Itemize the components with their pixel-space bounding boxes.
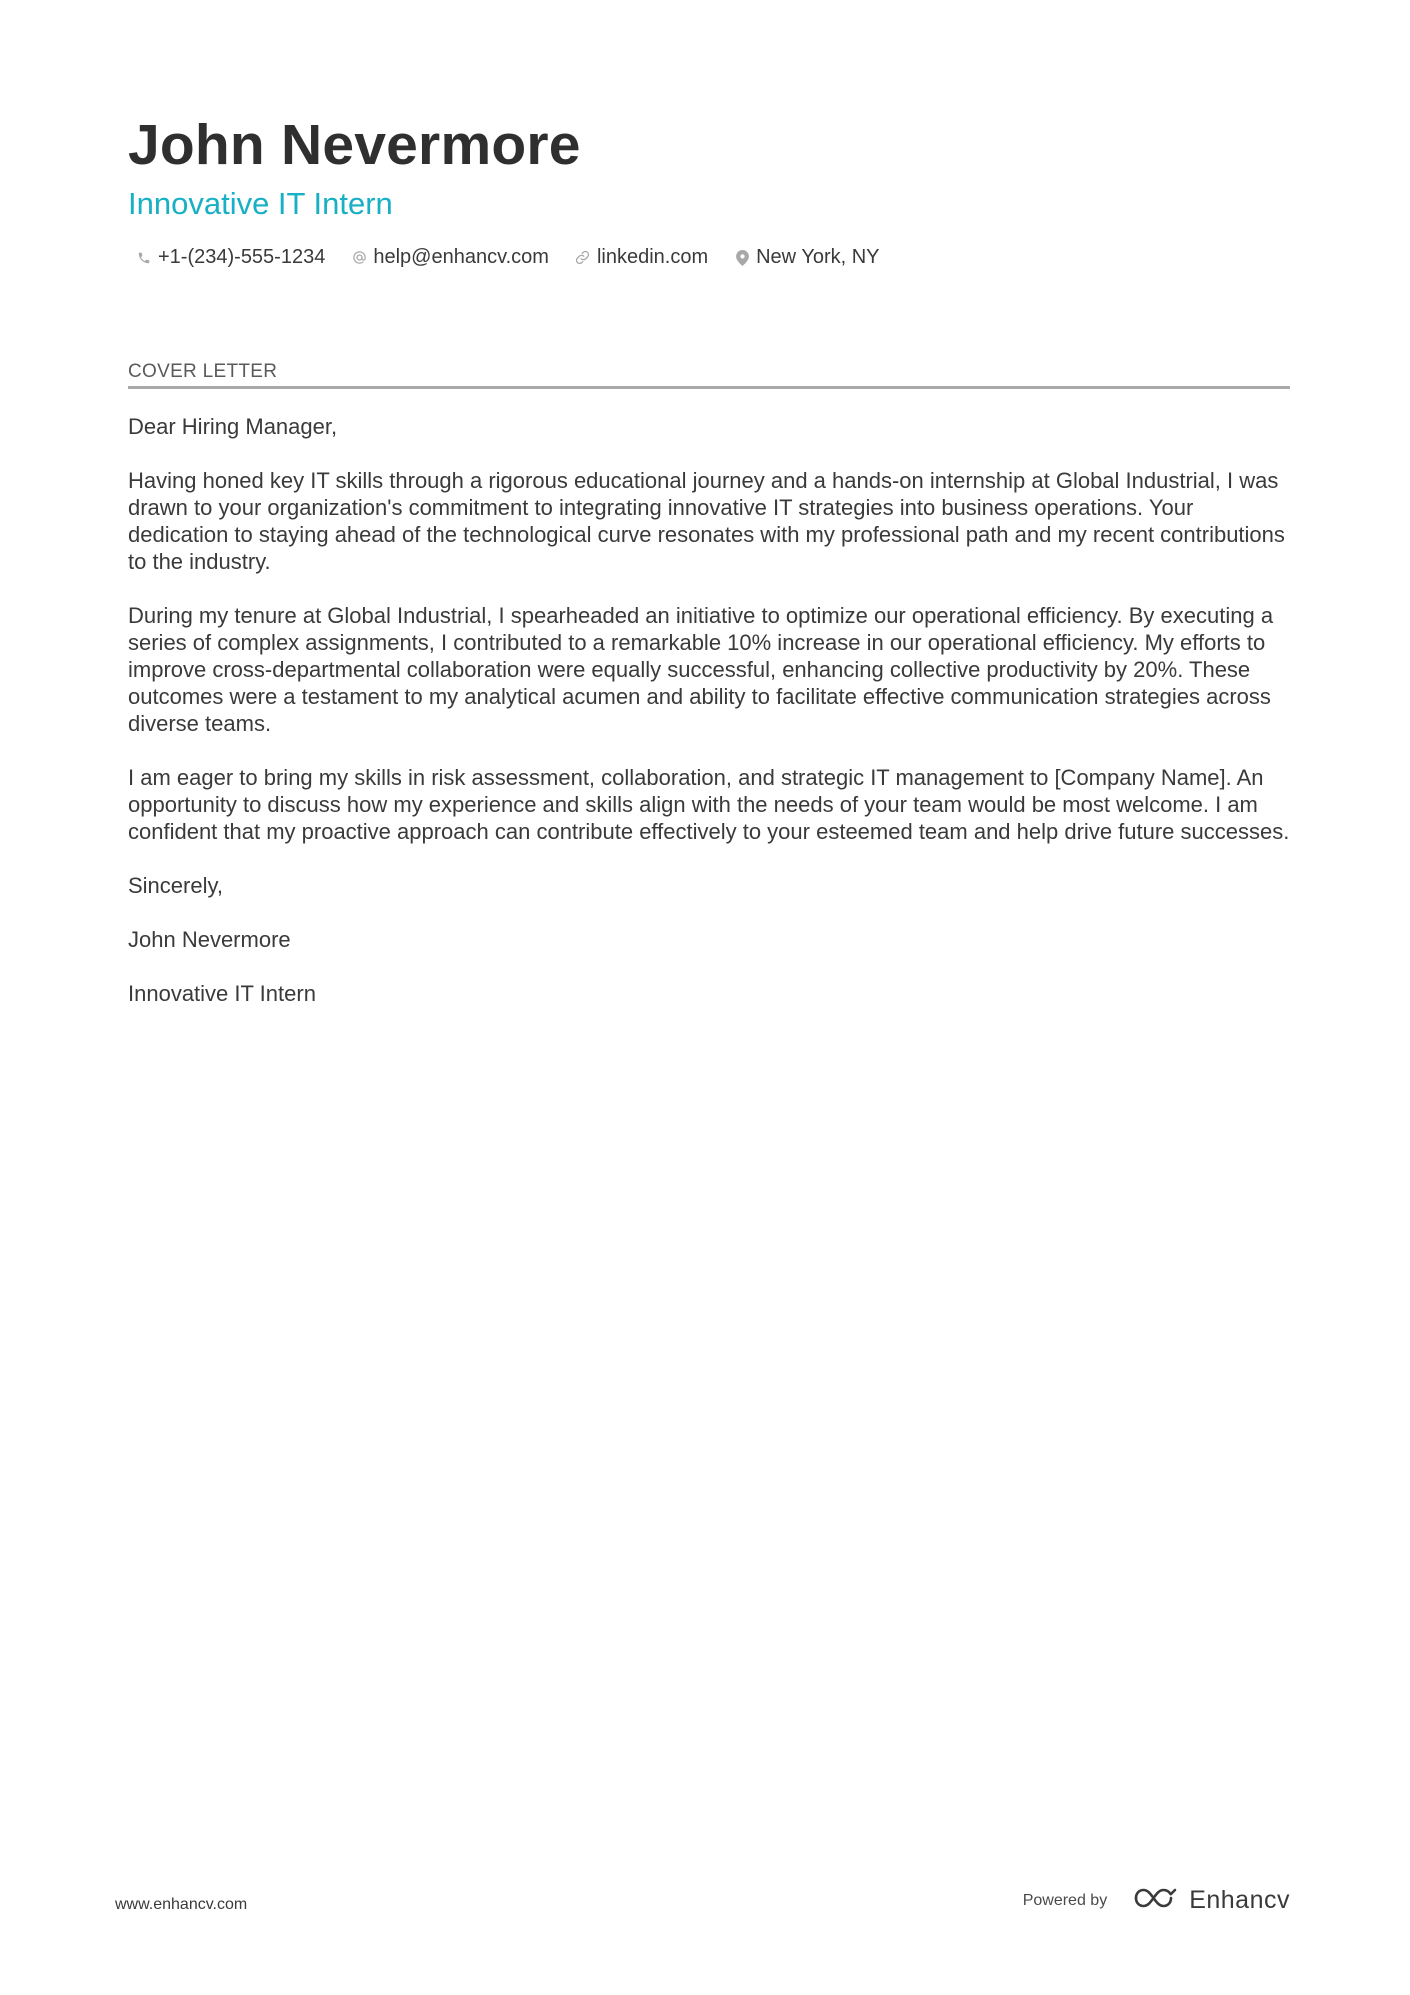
footer-website-link[interactable]: www.enhancv.com (115, 1896, 248, 1913)
contact-email[interactable] (351, 246, 549, 269)
powered-by-label: Powered by (1022, 1891, 1108, 1909)
contact-location-text: New York, NY (756, 246, 880, 268)
contact-email-text: help@enhancv.com (373, 246, 549, 268)
phone-icon (136, 249, 152, 267)
candidate-role: Innovative IT Intern (128, 186, 393, 221)
contact-linkedin[interactable] (575, 246, 708, 269)
letter-paragraph: Having honed key IT skills through a rigorous educational journey and a hands-on internship at Global Industrial, I was drawn to your organization's commitment to integrating innovative IT strategies into business operations. Your dedication to staying ahead of the technological curve resonates with my professional path and my recent contributions to the industry. (128, 468, 1285, 574)
footer-branding (1023, 1886, 1290, 1915)
contact-bar (136, 246, 906, 269)
enhancv-logo-icon (1133, 1886, 1179, 1915)
link-icon (575, 249, 591, 267)
letter-greeting: Dear Hiring Manager, (128, 414, 338, 439)
letter-signature-name: John Nevermore (128, 927, 291, 952)
enhancv-brand-link[interactable] (1133, 1886, 1290, 1915)
section-divider (128, 386, 1290, 389)
letter-body (128, 413, 1290, 1034)
contact-linkedin-text: linkedin.com (596, 246, 709, 268)
section-title: COVER LETTER (128, 361, 278, 382)
location-pin-icon (734, 249, 750, 267)
letter-closing: Sincerely, (128, 873, 223, 898)
candidate-name: John Nevermore (128, 113, 581, 177)
contact-phone-text: +1-(234)-555-1234 (158, 246, 326, 268)
at-icon (351, 249, 367, 267)
letter-paragraph: I am eager to bring my skills in risk assessment, collaboration, and strategic IT management to [Company Name]. An opportunity to discuss how my experience and skills align with the needs of your team would be most welcome. I am confident that my proactive approach can contribute effectively to your esteemed team and help drive future successes. (128, 765, 1290, 844)
enhancv-wordmark: Enhancv (1189, 1886, 1290, 1914)
letter-signature-title: Innovative IT Intern (128, 981, 316, 1006)
letter-paragraph: During my tenure at Global Industrial, I spearheaded an initiative to optimize our operational efficiency. By executing a series of complex assignments, I contributed to a remarkable 10% increase in our operational efficiency. My efforts to improve cross-departmental collaboration were equally successful, enhancing collective productivity by 20%. These outcomes were a testament to my analytical acumen and ability to facilitate effective communication strategies across diverse teams. (128, 603, 1274, 736)
contact-phone[interactable] (136, 246, 325, 269)
contact-location (734, 246, 879, 269)
